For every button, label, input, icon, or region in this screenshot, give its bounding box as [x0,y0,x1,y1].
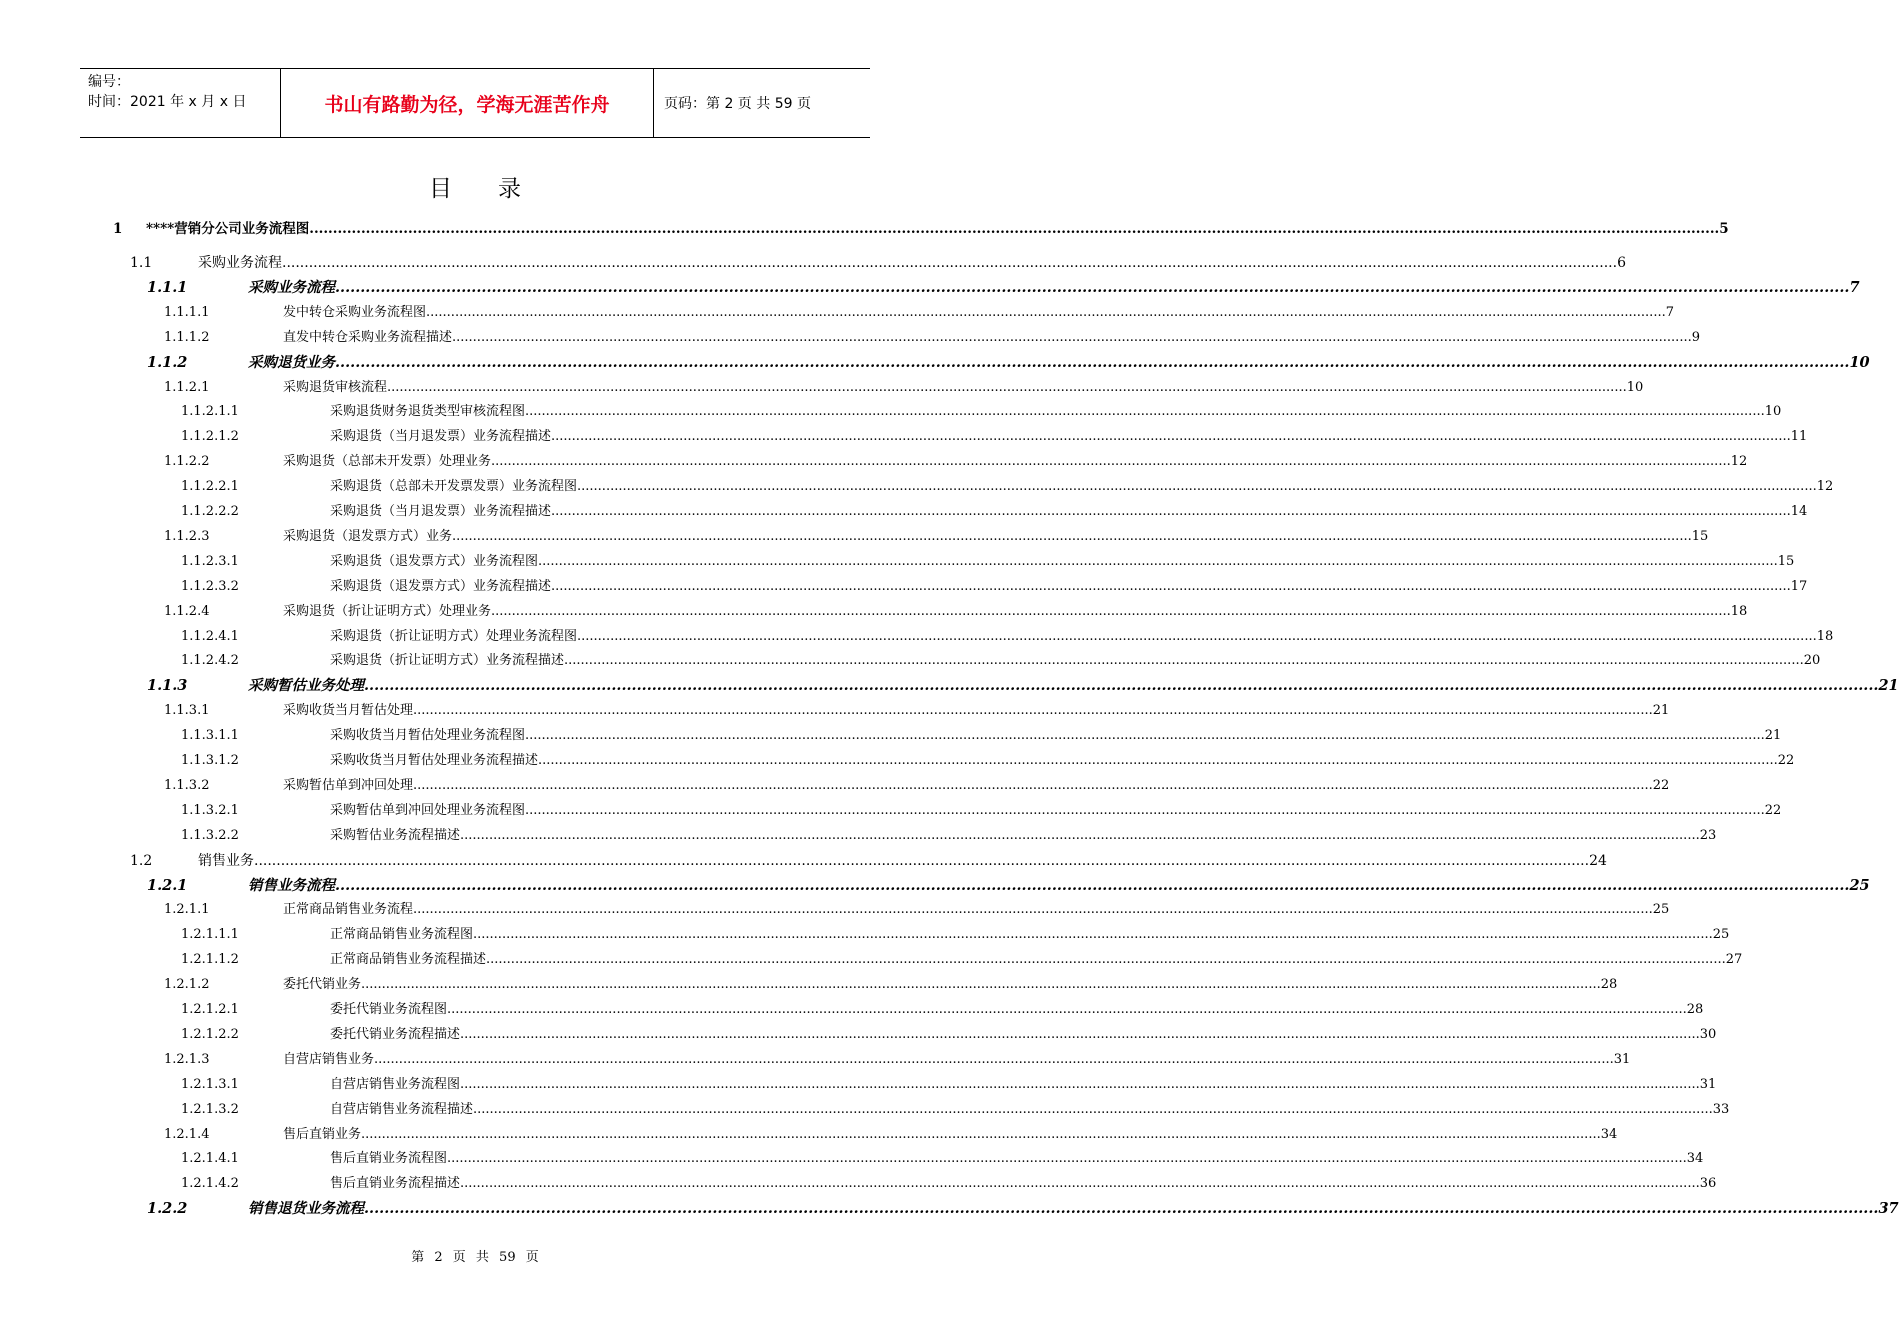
toc-entry-title: 采购暂估业务处理 [248,677,364,695]
toc-dot-leader: ............................................................................................................................................................................................................................................................................................................ [361,1126,1601,1142]
toc-dot-leader: ............................................................................................................................................................................................................................................................................................................ [473,1101,1713,1117]
toc-title: 目录 [429,176,567,202]
toc-entry-page: 18 [1730,603,1748,619]
toc-entry-number: 1.2.1.4 [164,1126,210,1142]
toc-entry-page: 25 [1849,876,1870,894]
toc-entry[interactable] [0,1049,1631,1071]
toc-entry-title: 委托代销业务流程描述 [330,1026,461,1042]
toc-dot-leader: ............................................................................................................................................................................................................................................................................................................ [374,1051,1614,1067]
toc-entry-body [248,277,1860,299]
toc-entry-number: 1.1.2.3.1 [181,553,239,569]
toc-entry-number: 1.2.1.2.2 [181,1026,239,1042]
toc-entry-number: 1.1.2.4.1 [181,628,239,644]
toc-dot-leader: ............................................................................................................................................................................................................................................................................................................ [473,927,1713,943]
toc-entry-number: 1.1.2.1.1 [181,404,239,420]
toc-entry-title: 采购退货（总部未开发票发票）业务流程图 [330,479,578,495]
toc-entry-body [248,675,1899,697]
toc-entry[interactable] [0,750,1795,772]
toc-entry[interactable] [0,352,1870,374]
toc-entry-title: 采购退货（退发票方式）业务 [283,528,453,544]
toc-entry-number: 1.2.1.3 [164,1051,210,1067]
toc-entry-page: 24 [1589,852,1607,869]
toc-entry[interactable] [0,1124,1618,1146]
toc-entry-number: 1.2.1.3.2 [181,1101,239,1117]
toc-entry-page: 12 [1730,454,1748,470]
toc-entry-body [330,750,1795,772]
toc-dot-leader: ............................................................................................................................................................................................................................................................................................................ [538,753,1778,768]
toc-entry[interactable] [0,850,1607,872]
toc-entry-body [248,1198,1899,1220]
toc-entry-body [283,899,1670,921]
toc-entry-page: 9 [1691,329,1700,345]
date-label: 时间：2021 年 x 月 x 日 [88,94,247,110]
toc-dot-leader: ............................................................................................................................................................................................................................................................................................................ [460,1076,1700,1092]
toc-entry-body [330,401,1782,423]
toc-entry[interactable] [0,551,1795,573]
toc-entry-number: 1.2.1.4.1 [181,1151,239,1167]
toc-entry[interactable] [0,650,1821,672]
toc-dot-leader: ............................................................................................................................................................................................................................................................................................................ [486,952,1726,968]
toc-entry-number: 1.2.1.4.2 [181,1176,239,1192]
toc-entry-page: 21 [1652,703,1670,719]
toc-entry-page: 25 [1652,902,1670,918]
toc-entry[interactable] [0,725,1782,747]
toc-entry[interactable] [0,626,1834,648]
header-motto: 书山有路勤为径，学海无涯苦作舟 [281,69,654,137]
toc-entry-page: 6 [1617,255,1626,271]
toc-entry-body [330,999,1704,1021]
toc-entry-number: 1.1.2.2 [164,454,210,470]
toc-dot-leader: ............................................................................................................................................................................................................................................................................................................ [460,827,1700,843]
toc-entry-page: 15 [1777,553,1795,569]
toc-entry-number: 1.1.2.1 [164,379,210,395]
toc-entry-body [330,1074,1717,1096]
toc-dot-leader: ............................................................................................................................................................................................................................................................................................................ [335,876,1850,894]
toc-entry-body [330,650,1821,672]
toc-entry-number: 1.1.2 [147,353,188,371]
toc-entry[interactable] [0,252,1626,274]
toc-entry-number: 1.1.2.2.2 [181,504,239,519]
toc-entry-title: 售后直销业务 [283,1126,362,1142]
toc-dot-leader: ............................................................................................................................................................................................................................................................................................................ [364,677,1879,695]
toc-entry-title: 采购退货财务退货类型审核流程图 [330,404,526,420]
toc-dot-leader: ............................................................................................................................................................................................................................................................................................................ [525,404,1765,420]
toc-entry-page: 22 [1652,777,1670,793]
toc-entry-number: 1.2.1.3.1 [181,1076,239,1092]
toc-entry[interactable] [0,327,1700,349]
toc-entry-title: 销售业务 [198,852,254,869]
toc-entry-page: 28 [1686,1002,1704,1017]
toc-entry-title: 自营店销售业务流程描述 [330,1101,474,1117]
toc-entry-number: 1.2.1.1.1 [181,927,239,943]
toc-entry-body [330,725,1782,747]
toc-entry-number: 1.1.3.1.2 [181,753,239,768]
toc-entry[interactable] [0,675,1899,697]
toc-entry-number: 1.2.1.2 [164,977,210,993]
toc-entry-title: 采购退货审核流程 [283,379,388,395]
toc-entry[interactable] [0,1198,1899,1220]
toc-entry-number: 1.2.1.1.2 [181,952,239,968]
toc-dot-leader: ............................................................................................................................................................................................................................................................................................................ [309,221,1720,237]
toc-entry-title: 自营店销售业务流程图 [330,1076,461,1092]
toc-entry-body [198,252,1626,274]
toc-entry-title: 采购退货（退发票方式）业务流程图 [330,553,539,569]
toc-entry-page: 18 [1816,628,1834,644]
toc-entry-title: 采购退货（当月退发票）业务流程描述 [330,504,552,519]
toc-dot-leader: ............................................................................................................................................................................................................................................................................................................ [335,278,1850,296]
toc-entry-title: 采购暂估业务流程描述 [330,827,461,843]
toc-entry-body [283,302,1674,324]
toc-dot-leader: ............................................................................................................................................................................................................................................................................................................ [413,703,1653,719]
toc-entry[interactable] [0,700,1670,722]
toc-entry-body [283,775,1670,797]
toc-entry-body [330,551,1795,573]
toc-entry-page: 21 [1878,677,1899,695]
toc-dot-leader: ............................................................................................................................................................................................................................................................................................................ [525,802,1765,818]
toc-entry-body [283,327,1700,349]
toc-entry-title: 委托代销业务 [283,977,362,993]
toc-entry-number: 1.1.3.2.1 [181,802,239,818]
toc-entry-page: 14 [1790,504,1808,519]
toc-dot-leader: ............................................................................................................................................................................................................................................................................................................ [538,553,1778,569]
toc-entry-title: 采购退货业务 [248,353,335,371]
toc-entry-number: 1.1.1 [147,278,188,296]
toc-entry[interactable] [0,800,1782,822]
toc-entry-body [248,352,1870,374]
toc-entry-page: 37 [1878,1200,1899,1218]
toc-entry-number: 1.2.1 [147,876,188,894]
toc-entry-title: 采购收货当月暂估处理业务流程图 [330,728,526,744]
toc-entry-title: 采购退货（总部未开发票）处理业务 [283,454,492,470]
toc-entry-body [283,526,1709,548]
toc-entry-body [330,800,1782,822]
toc-entry-title: 售后直销业务流程图 [330,1151,448,1167]
toc-entry[interactable] [0,501,1808,523]
toc-entry-title: 采购退货（折让证明方式）处理业务流程图 [330,628,578,644]
toc-entry-number: 1.2 [130,852,153,869]
toc-entry-title: 委托代销业务流程图 [330,1002,448,1017]
toc-dot-leader: ............................................................................................................................................................................................................................................................................................................ [361,977,1601,993]
toc-entry-title: 采购退货（当月退发票）业务流程描述 [330,429,552,445]
toc-entry-body [330,426,1808,448]
toc-entry-title: 采购退货（退发票方式）业务流程描述 [330,578,552,594]
toc-entry-title: 采购暂估单到冲回处理业务流程图 [330,802,526,818]
toc-entry-number: 1.2.1.1 [164,902,210,918]
toc-entry-body [330,924,1730,946]
toc-dot-leader: ............................................................................................................................................................................................................................................................................................................ [335,353,1850,371]
toc-entry-number: 1.1.1.2 [164,329,210,345]
toc-entry[interactable] [0,924,1730,946]
toc-entry-page: 33 [1712,1101,1730,1117]
toc-entry-body [283,700,1670,722]
toc-entry-page: 21 [1764,728,1782,744]
toc-entry[interactable] [0,476,1834,498]
toc-entry-number: 1 [113,221,123,237]
toc-dot-leader: ............................................................................................................................................................................................................................................................................................................ [426,304,1666,320]
toc-entry-number: 1.1 [130,255,153,271]
toc-entry-page: 7 [1665,304,1674,320]
header-page-info: 页码：第 2 页 共 59 页 [664,96,811,112]
toc-dot-leader: ............................................................................................................................................................................................................................................................................................................ [525,728,1765,744]
toc-entry[interactable] [0,302,1674,324]
toc-entry[interactable] [0,277,1860,299]
toc-entry[interactable] [0,401,1782,423]
toc-dot-leader: ............................................................................................................................................................................................................................................................................................................ [551,429,1791,445]
toc-entry-body [330,825,1717,847]
toc-entry-page: 22 [1777,753,1795,768]
toc-entry[interactable] [0,825,1717,847]
toc-dot-leader: ............................................................................................................................................................................................................................................................................................................ [282,255,1618,271]
toc-entry-body [330,501,1808,523]
toc-dot-leader: ............................................................................................................................................................................................................................................................................................................ [447,1151,1687,1167]
toc-entry-body [330,1148,1704,1170]
toc-dot-leader: ............................................................................................................................................................................................................................................................................................................ [460,1026,1700,1042]
toc-entry-title: 直发中转仓采购业务流程描述 [283,329,453,345]
toc-dot-leader: ............................................................................................................................................................................................................................................................................................................ [577,628,1817,644]
page-footer: 第 2 页 共 59 页 [411,1250,539,1265]
toc-entry[interactable] [0,1173,1717,1195]
toc-entry-body [283,1124,1618,1146]
toc-entry-page: 22 [1764,802,1782,818]
toc-entry-page: 34 [1600,1126,1618,1142]
toc-entry-title: 采购业务流程 [198,255,282,271]
toc-entry-body [330,576,1808,598]
toc-entry-page: 10 [1626,379,1644,395]
toc-entry-number: 1.1.2.3 [164,528,210,544]
toc-dot-leader: ............................................................................................................................................................................................................................................................................................................ [491,454,1731,470]
toc-entry[interactable] [0,1024,1717,1046]
toc-dot-leader: ............................................................................................................................................................................................................................................................................................................ [413,902,1653,918]
toc-dot-leader: ............................................................................................................................................................................................................................................................................................................ [460,1176,1700,1192]
toc-entry-page: 11 [1790,429,1808,445]
toc-entry-body [283,1049,1631,1071]
toc-entry[interactable] [0,1074,1717,1096]
toc-entry[interactable] [0,576,1808,598]
toc-entry-page: 27 [1725,952,1743,968]
toc-entry-page: 10 [1764,404,1782,420]
toc-entry[interactable] [0,526,1709,548]
toc-entry-page: 23 [1699,827,1717,843]
toc-entry[interactable] [0,218,1729,240]
toc-entry-page: 17 [1790,578,1808,594]
toc-entry-number: 1.1.2.1.2 [181,429,239,445]
toc-dot-leader: ............................................................................................................................................................................................................................................................................................................ [413,777,1653,793]
header-meta [80,69,281,137]
toc-entry-page: 31 [1613,1051,1631,1067]
toc-entry-body [146,218,1729,240]
toc-entry-number: 1.1.3.1 [164,703,210,719]
toc-dot-leader: ............................................................................................................................................................................................................................................................................................................ [564,653,1804,669]
toc-dot-leader: ............................................................................................................................................................................................................................................................................................................ [447,1002,1687,1017]
toc-dot-leader: ............................................................................................................................................................................................................................................................................................................ [364,1200,1879,1218]
toc-entry-title: 销售业务流程 [248,876,335,894]
toc-entry-page: 5 [1719,221,1729,237]
toc-entry-title: 采购退货（折让证明方式）业务流程描述 [330,653,565,669]
toc-entry[interactable] [0,1148,1704,1170]
toc-entry[interactable] [0,601,1748,623]
toc-dot-leader: ............................................................................................................................................................................................................................................................................................................ [551,578,1791,594]
toc-entry-page: 28 [1600,977,1618,993]
toc-entry-number: 1.1.2.3.2 [181,578,239,594]
toc-entry-title: 采购收货当月暂估处理业务流程描述 [330,753,539,768]
toc-entry[interactable] [0,999,1704,1021]
toc-entry-title: 正常商品销售业务流程描述 [330,952,487,968]
page-header [80,68,870,138]
toc-dot-leader: ............................................................................................................................................................................................................................................................................................................ [577,479,1817,495]
toc-entry-title: 采购收货当月暂估处理 [283,703,414,719]
toc-entry-number: 1.1.3.1.1 [181,728,239,744]
toc-entry-page: 31 [1699,1076,1717,1092]
toc-entry-title: 发中转仓采购业务流程图 [283,304,427,320]
toc-dot-leader: ............................................................................................................................................................................................................................................................................................................ [551,504,1791,519]
toc-entry-number: 1.1.2.4.2 [181,653,239,669]
toc-entry-number: 1.1.3.2 [164,777,210,793]
toc-entry-title: 正常商品销售业务流程 [283,902,414,918]
toc-entry-title: 正常商品销售业务流程图 [330,927,474,943]
toc-entry-body [330,1099,1730,1121]
toc-entry[interactable] [0,875,1870,897]
toc-entry-title: ****营销分公司业务流程图 [146,221,310,237]
toc-entry-page: 30 [1699,1026,1717,1042]
toc-entry-body [198,850,1607,872]
toc-entry-title: 自营店销售业务 [283,1051,375,1067]
toc-entry-page: 7 [1849,278,1860,296]
toc-entry-page: 34 [1686,1151,1704,1167]
toc-dot-leader: ............................................................................................................................................................................................................................................................................................................ [387,379,1627,395]
toc-entry-title: 售后直销业务流程描述 [330,1176,461,1192]
toc-entry-title: 销售退货业务流程 [248,1200,364,1218]
toc-entry[interactable] [0,974,1618,996]
toc-entry-number: 1.1.1.1 [164,304,210,320]
toc-entry[interactable] [0,1099,1730,1121]
toc-entry-body [330,949,1743,971]
toc-entry-body [330,626,1834,648]
toc-entry-body [283,377,1644,399]
toc-entry-page: 10 [1849,353,1870,371]
toc-entry-body [248,875,1870,897]
toc-entry-page: 20 [1803,653,1821,669]
toc-entry[interactable] [0,451,1748,473]
toc-entry-page: 15 [1691,528,1709,544]
toc-entry-body [330,1173,1717,1195]
toc-entry-body [283,974,1618,996]
toc-entry-page: 12 [1816,479,1834,495]
serial-label: 编号： [88,74,130,90]
toc-entry-number: 1.1.3.2.2 [181,827,239,843]
toc-entry-title: 采购业务流程 [248,278,335,296]
toc-entry[interactable] [0,377,1644,399]
toc-dot-leader: ............................................................................................................................................................................................................................................................................................................ [452,528,1692,544]
toc-entry-number: 1.1.2.4 [164,603,210,619]
toc-dot-leader: ............................................................................................................................................................................................................................................................................................................ [254,852,1590,869]
toc-entry[interactable] [0,426,1808,448]
toc-entry-body [283,451,1748,473]
toc-entry-body [283,601,1748,623]
toc-entry-page: 25 [1712,927,1730,943]
toc-entry-title: 采购暂估单到冲回处理 [283,777,414,793]
toc-dot-leader: ............................................................................................................................................................................................................................................................................................................ [452,329,1692,345]
toc-entry-number: 1.1.2.2.1 [181,479,239,495]
toc-entry[interactable] [0,775,1670,797]
toc-entry-page: 36 [1699,1176,1717,1192]
toc-entry-number: 1.1.3 [147,677,188,695]
toc-entry[interactable] [0,949,1743,971]
toc-dot-leader: ............................................................................................................................................................................................................................................................................................................ [491,603,1731,619]
toc-entry-title: 采购退货（折让证明方式）处理业务 [283,603,492,619]
toc-entry-body [330,1024,1717,1046]
toc-entry-body [330,476,1834,498]
toc-entry-number: 1.2.1.2.1 [181,1002,239,1017]
toc-entry[interactable] [0,899,1670,921]
toc-entry-number: 1.2.2 [147,1200,188,1218]
